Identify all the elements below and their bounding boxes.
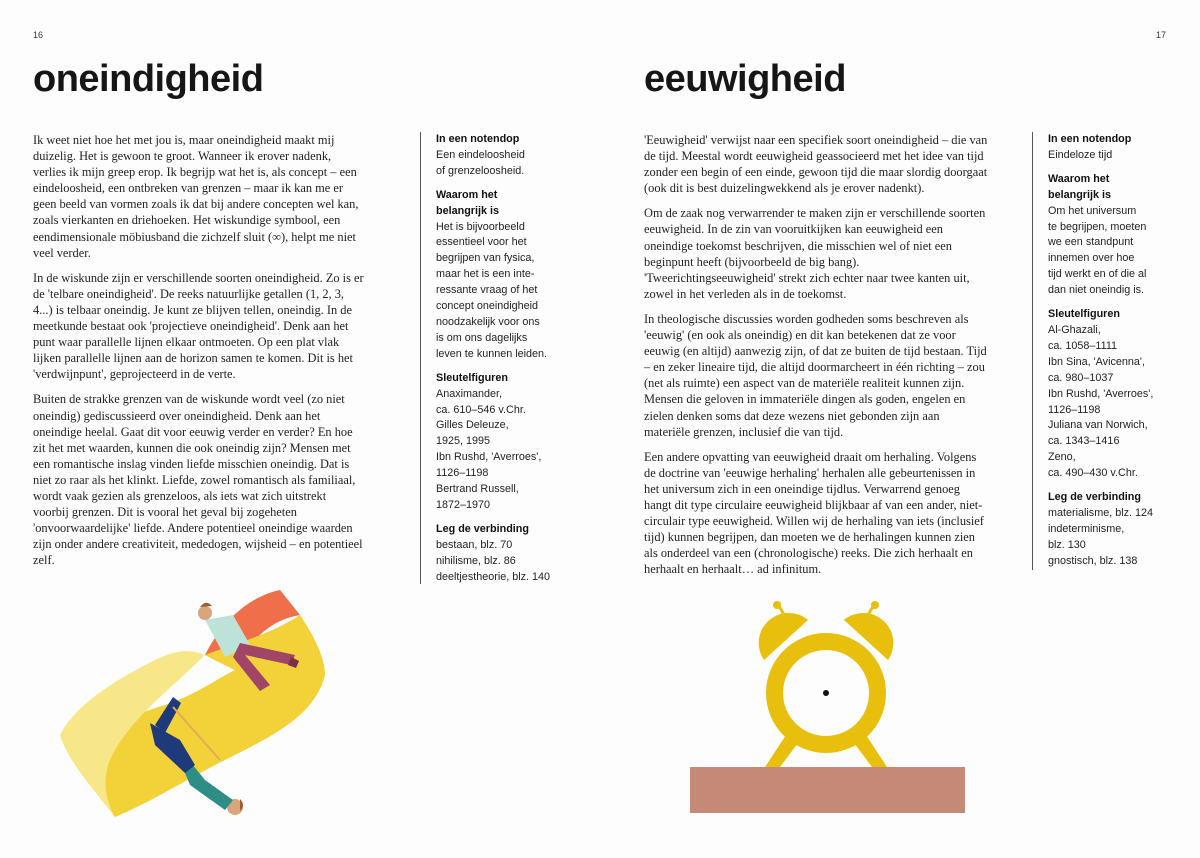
sidebar-heading: In een notendop: [436, 133, 520, 145]
page-title: eeuwigheid: [644, 58, 846, 100]
alarm-clock-illustration: [690, 595, 970, 817]
page-number: 17: [1156, 30, 1167, 40]
paragraph: Om de zaak nog verwarrender te maken zijn er verschillende soorten eeuwigheid. In de zin van vooruitkijken kan eeuwigheid een oneindige toekomst beschrijven, die misschien wel of niet een beginpunt heeft (bijvoorbeeld de big bang). 'Tweerichtingseeuwigheid' strekt zich echter naar twee kanten uit, zowel in het verleden als in de toekomst.: [644, 206, 986, 301]
sidebar-text: Eindeloze tijd: [1048, 148, 1113, 161]
paragraph: Ik weet niet hoe het met jou is, maar oneindigheid maakt mij duizelig. Het is gewoon te groot. Wanneer ik erover nadenk, verlies ik mijn greep erop. Ik begrijp wat het is, als concept – een eindeloosheid, een ontbreken van grenzen – maar ik kan me er geen beeld van vormen zoals ik dat bij andere concepten wel kan, zoals vierkanten en driehoeken. Het wiskundige symbool, een eendimensionale möbiusband die zichzelf sluit (∞), helpt me niet veel verder.: [33, 133, 359, 260]
main-text: [644, 132, 988, 586]
sidebar-text: Anaximander, ca. 610–546 v.Chr. Gilles Deleuze, 1925, 1995 Ibn Rushd, 'Averroes', 1126–1198 Bertrand Russell, 1872–1970: [436, 387, 542, 511]
clock-center-dot: [823, 690, 829, 696]
sidebar-heading: Sleutelfiguren: [1048, 308, 1120, 321]
sidebar-text: Al-Ghazali, ca. 1058–1111 Ibn Sina, 'Avicenna', ca. 980–1037 Ibn Rushd, 'Averroes', 1126–1198 Juliana van Norwich, ca. 1343–1416 Zeno, ca. 490–430 v.Chr.: [1048, 323, 1154, 480]
page-title: oneindigheid: [33, 58, 264, 100]
sidebar-text: Het is bijvoorbeeld essentieel voor het begrijpen van fysica, maar het is een inte- ressante vraag of het concept oneindigheid noodzakelijk voor ons is om ons dagelijks leven te kunnen leiden.: [436, 220, 548, 360]
sidebar-text: materialisme, blz. 124 indeterminisme, blz. 130 gnostisch, blz. 138: [1048, 506, 1154, 567]
sidebar-heading: Leg de verbinding: [436, 522, 529, 535]
table-shape: [690, 767, 965, 813]
sidebar-heading: Waarom het belangrijk is: [436, 188, 500, 217]
sidebar-text: bestaan, blz. 70 nihilisme, blz. 86 deeltjestheorie, blz. 140: [436, 538, 551, 583]
paragraph: 'Eeuwigheid' verwijst naar een specifiek soort oneindigheid – die van de tijd. Meestal wordt eeuwigheid geassocieerd met het idee van tijd zonder een begin of een einde, gewoon tijd die maar slordig doorgaat (ook dit is best duizelingwekkend als je erover nadenkt).: [644, 133, 988, 196]
sidebar-heading: Waarom het belangrijk is: [1048, 172, 1112, 201]
paragraph: In de wiskunde zijn er verschillende soorten oneindigheid. Zo is er de 'telbare oneindigheid'. De reeks natuurlijke getallen (1, 2, 3, 4...) is telbaar oneindig. Je kunt ze blijven tellen, oneindig. In de meetkunde bestaat ook 'projectieve oneindigheid'. Denk aan het punt waar parallelle lijnen elkaar ontmoeten. Op een plat vlak lijken parallelle lijnen aan de horizon samen te komen. Dit is het 'verdwijnpunt', geprojecteerd in de verte.: [33, 270, 364, 382]
paragraph: In theologische discussies worden godheden soms beschreven als 'eeuwig' (en ook als oneindig) en dit kan betekenen dat ze voor eeuwig (en altijd) aanwezig zijn, of dat ze buiten de tijd bestaan. Tijd – en zeker lineaire tijd, die altijd doormarcheert in één richting – zou (net als ruimte) een aspect van de materiële realiteit kunnen zijn. Mensen die geloven in immateriële dingen als goden, engelen en zielen denken soms dat deze wezens niet gebonden zijn aan materiële grenzen, inclusief die van tijd.: [644, 311, 987, 439]
main-text: [33, 132, 365, 577]
sidebar-heading: Sleutelfiguren: [436, 371, 508, 384]
infinity-ribbon-illustration: [55, 585, 345, 825]
sidebar: [1032, 132, 1180, 570]
page-number: 16: [33, 30, 44, 40]
paragraph: Buiten de strakke grenzen van de wiskunde wordt veel (zo niet oneindig) gediscussieerd over oneindigheid. Denk aan het oneindige heelal. Gaat dit voor eeuwig verder en verder? En hoe zit het met waarden, kunnen die ook oneindig zijn? Mensen met een romantische inslag vinden liefde misschien oneindig. Dat is niet zo raar als het klinkt. Liefde, zowel romantisch als familiaal, wordt vaak gezien als grenzeloos, als iets wat zich uitstrekt voorbij grenzen. Dit is vooral het geval bij zogeheten 'onvoorwaardelijke' liefde. Andere potentieel oneindige waarden zijn onder andere creativiteit, mededogen, wijsheid – en potentieel zelf.: [33, 392, 363, 568]
sidebar: [420, 132, 586, 584]
sidebar-text: Een eindeloosheid of grenzeloosheid.: [436, 148, 525, 177]
sidebar-heading: In een notendop: [1048, 133, 1132, 145]
sidebar-text: Om het universum te begrijpen, moeten we een standpunt innemen over hoe tijd werkt en of die al dan niet oneindig is.: [1048, 204, 1147, 297]
right-page: [600, 0, 1200, 858]
sidebar-heading: Leg de verbinding: [1048, 491, 1141, 504]
paragraph: Een andere opvatting van eeuwigheid draait om herhaling. Volgens de doctrine van 'eeuwige herhaling' herhalen alle gebeurtenissen in het universum zich in een oneindige tijdlus. Verwarrend genoeg hangt dit type circulaire eeuwigheid blijkbaar af van een ander, niet-circulair type eeuwigheid. Willen wij de herhaling van iets (inclusief tijd) kunnen begrijpen, dan moeten we de herhalingen kunnen zien als onderdeel van een (chronologische) reeks. Die zich herhaalt en herhaalt en herhaalt… ad infinitum.: [644, 449, 984, 577]
